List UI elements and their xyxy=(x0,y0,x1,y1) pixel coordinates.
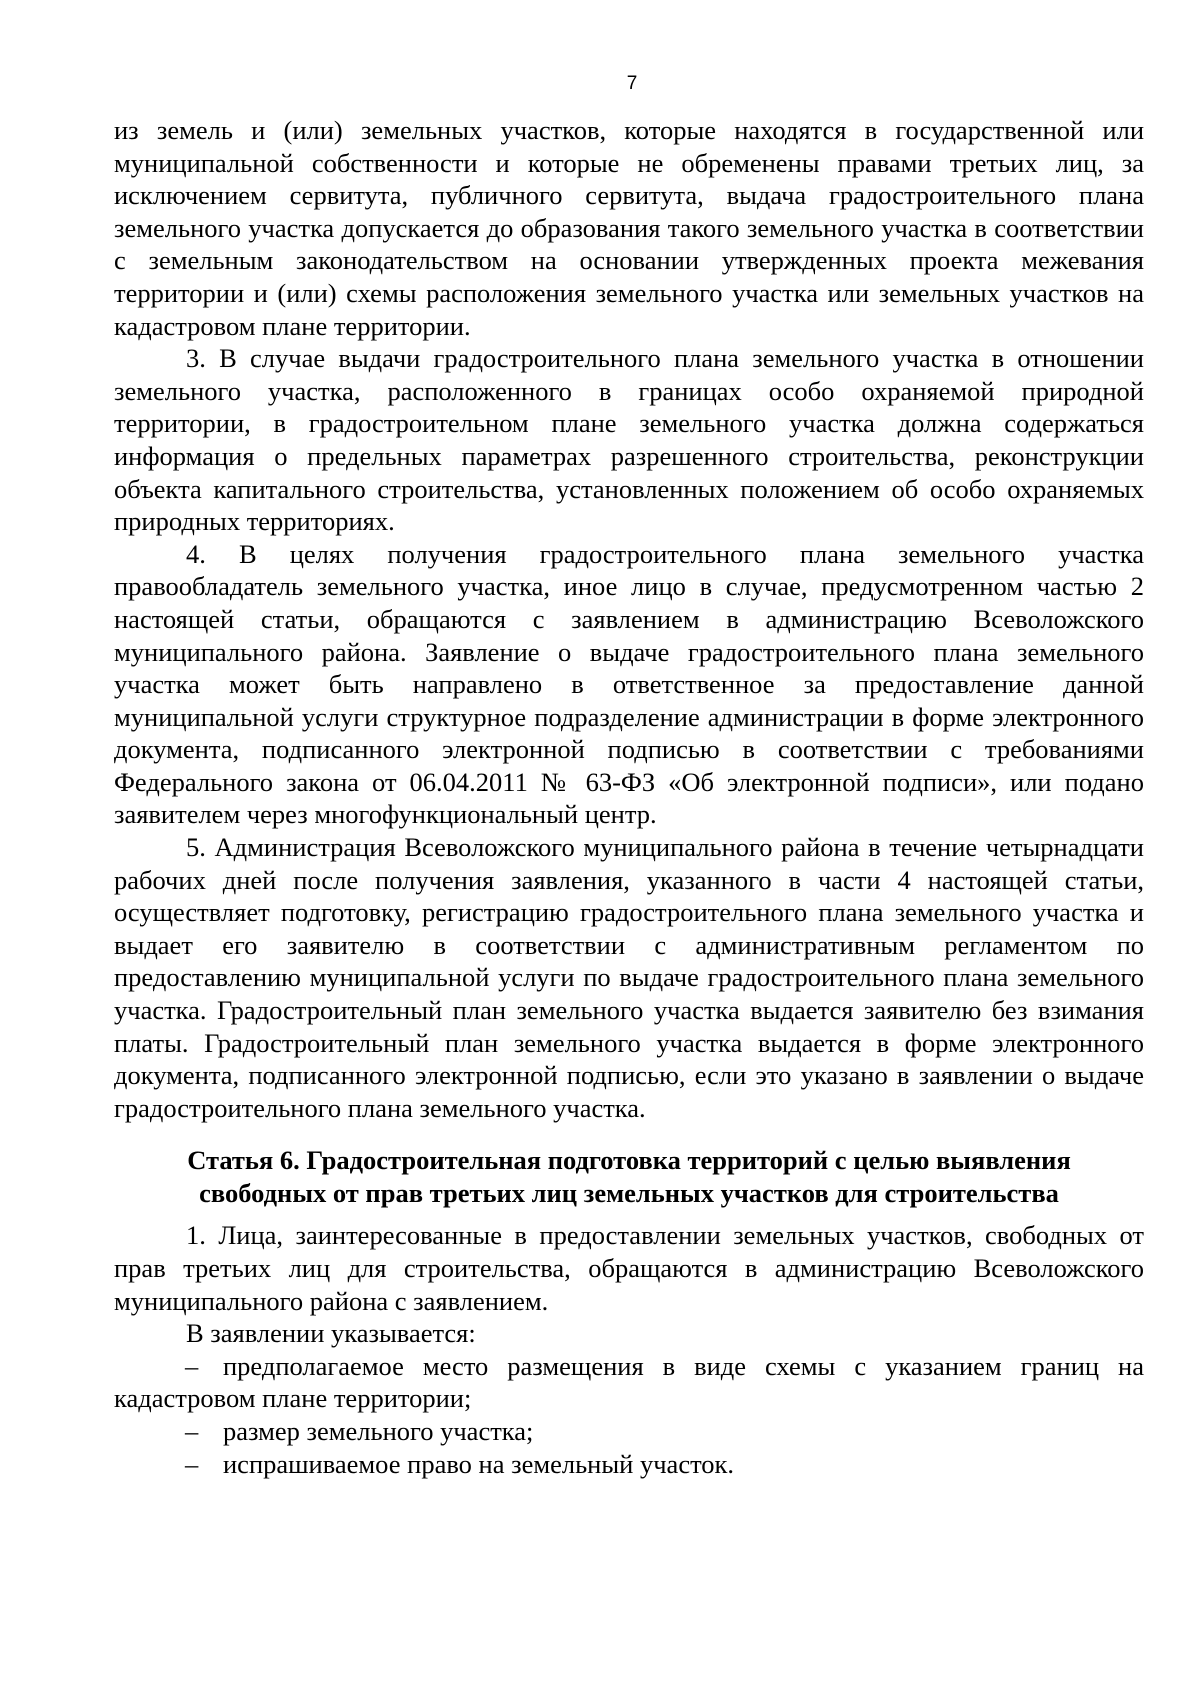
list-item xyxy=(114,1448,1144,1481)
article-heading-line-1: Статья 6. Градостроительная подготовка территорий с целью выявления xyxy=(187,1145,1071,1176)
list-intro: В заявлении указывается: xyxy=(186,1318,476,1349)
list-item xyxy=(114,1350,1144,1415)
dash-bullet: – xyxy=(185,1415,199,1446)
article-heading-line-2: свободных от прав третьих лиц земельных участков для строительства xyxy=(199,1178,1059,1209)
list-item xyxy=(114,1415,1144,1448)
list-item-text: предполагаемое место размещения в виде схемы с указанием границ на кадастровом плане территории; xyxy=(114,1350,1144,1414)
list-item-text: размер земельного участка; xyxy=(223,1415,534,1446)
paragraph-continuation: из земель и (или) земельных участков, которые находятся в государственной или муниципальной собственности и которые не обременены правами третьих лиц, за исключением сервитута, публичного сервитута, выдача градостроительного плана земельного участка допускается до образования такого земельного участка в соответствии с земельным законодательством на основании утвержденных проекта межевания территории и (или) схемы расположения земельного участка или земельных участков на кадастровом плане территории. xyxy=(114,115,1144,341)
dash-bullet: – xyxy=(185,1350,199,1381)
paragraph-4: 4. В целях получения градостроительного плана земельного участка правообладатель земельного участка, иное лицо в случае, предусмотренном частью 2 настоящей статьи, обращаются с заявлением в администрацию Всеволожского муниципального района. Заявление о выдаче градостроительного плана земельного участка может быть направлено в ответственное за предоставление данной муниципальной услуги структурное подразделение администрации в форме электронного документа, подписанного электронной подписью в соответствии с требованиями Федерального закона от 06.04.2011 № 63-ФЗ «Об электронной подписи», или подано заявителем через многофункциональный центр. xyxy=(114,538,1144,830)
page-number: 7 xyxy=(626,73,638,94)
paragraph-3: 3. В случае выдачи градостроительного плана земельного участка в отношении земельного участка, расположенного в границах особо охраняемой природной территории, в градостроительном плане земельного участка должна содержаться информация о предельных параметрах разрешенного строительства, реконструкции объекта капитального строительства, установленных положением об особо охраняемых природных территориях. xyxy=(114,343,1144,537)
list-item-text: испрашиваемое право на земельный участок. xyxy=(223,1448,735,1479)
article-6-heading xyxy=(114,1144,1144,1210)
dash-bullet: – xyxy=(185,1448,199,1479)
document-body xyxy=(114,114,1144,1480)
article-paragraph-1: 1. Лица, заинтересованные в предоставлении земельных участков, свободных от прав третьих лиц для строительства, обращаются в администрацию Всеволожского муниципального района с заявлением. xyxy=(114,1220,1144,1316)
paragraph-5: 5. Администрация Всеволожского муниципального района в течение четырнадцати рабочих дней после получения заявления, указанного в части 4 настоящей статьи, осуществляет подготовку, регистрацию градостроительного плана земельного участка и выдает его заявителю в соответствии с административным регламентом по предоставлению муниципальной услуги по выдаче градостроительного плана земельного участка. Градостроительный план земельного участка выдается заявителю без взимания платы. Градостроительный план земельного участка выдается в форме электронного документа, подписанного электронной подписью, если это указано в заявлении о выдаче градостроительного плана земельного участка. xyxy=(114,832,1144,1123)
